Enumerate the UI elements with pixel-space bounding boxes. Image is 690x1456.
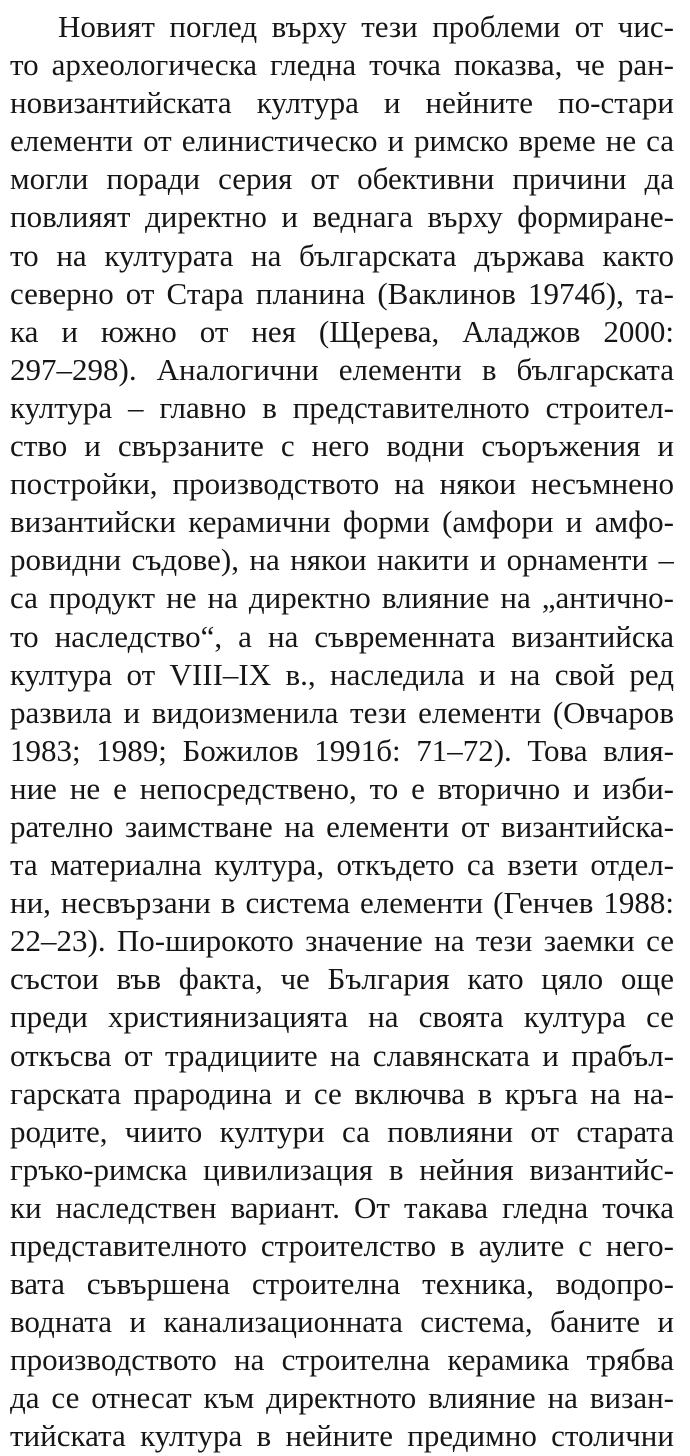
- text-line: елементи от елинистическо и римско време не са: [10, 123, 674, 159]
- text-line: водната и канализационната система, баните и: [10, 1304, 674, 1340]
- text-line: ни, несвързани в система елементи (Генчев 1988:: [10, 885, 674, 921]
- text-line: ровидни съдове), на някои накити и орнаменти –: [10, 542, 674, 578]
- text-line: преди християнизацията на своята култура се: [10, 999, 674, 1035]
- text-line: 1983; 1989; Божилов 1991б: 71–72). Това влия-: [10, 732, 674, 768]
- text-line: култура – главно в представителното строител-: [10, 389, 674, 425]
- text-line: състои във факта, че България като цяло още: [10, 961, 674, 997]
- text-line: Новият поглед върху тези проблеми от чис-: [58, 9, 674, 44]
- text-line: представителното строителство в аулите с него-: [10, 1228, 674, 1263]
- text-line: византийски керамични форми (амфори и амфо-: [10, 504, 674, 540]
- text-line: то археологическа гледна точка показва, че ран-: [10, 47, 674, 83]
- text-line: гарската прародина и се включва в кръга на на-: [10, 1075, 674, 1111]
- text-line: повлияят директно и веднага върху формиране-: [10, 199, 674, 235]
- text-line: 22–23). По-широкото значение на тези заемки се: [10, 923, 674, 959]
- text-line: то на културата на българската държава както: [10, 237, 674, 273]
- text-line: 297–298). Аналогични елементи в българската: [10, 351, 674, 387]
- text-line: ние не е непосредствено, то е вторично и изби-: [10, 770, 674, 806]
- text-line: ство и свързаните с него водни съоръжения и: [10, 428, 674, 464]
- text-line: то наследство“, а на съвременната византийска: [10, 618, 674, 654]
- text-line: тийската култура в нейните предимно столични: [10, 1418, 674, 1454]
- text-line: гръко-римска цивилизация в нейния византийс-: [10, 1151, 674, 1187]
- text-line: новизантийската култура и нейните по-стари: [10, 85, 674, 121]
- text-line: та материална култура, откъдето са взети отдел-: [10, 847, 674, 883]
- text-line: северно от Стара планина (Ваклинов 1974б), та-: [10, 275, 674, 311]
- text-line: вата съвършена строителна техника, водопро-: [10, 1266, 674, 1302]
- text-line: постройки, производството на някои несъмнено: [10, 466, 674, 502]
- text-line: са продукт не на директно влияние на „антично-: [10, 580, 674, 616]
- text-line: да се отнесат към директното влияние на визан-: [10, 1380, 674, 1416]
- text-line: откъсва от традициите на славянската и прабъл-: [10, 1037, 674, 1073]
- text-line: развила и видоизменила тези елементи (Овчаров: [10, 694, 674, 730]
- text-line: могли поради серия от обективни причини да: [10, 161, 674, 197]
- text-line: родите, чиито култури са повлияни от старата: [10, 1113, 674, 1149]
- text-line: производството на строителна керамика трябва: [10, 1342, 674, 1378]
- text-line: ки наследствен вариант. От такава гледна точка: [10, 1189, 674, 1225]
- text-line: култура от VIII–IX в., наследила и на свой ред: [10, 656, 674, 692]
- text-line: ка и южно от нея (Щерева, Аладжов 2000:: [10, 313, 674, 349]
- text-line: рателно заимстване на елементи от византийска-: [10, 808, 674, 844]
- body-paragraph: [10, 8, 674, 1456]
